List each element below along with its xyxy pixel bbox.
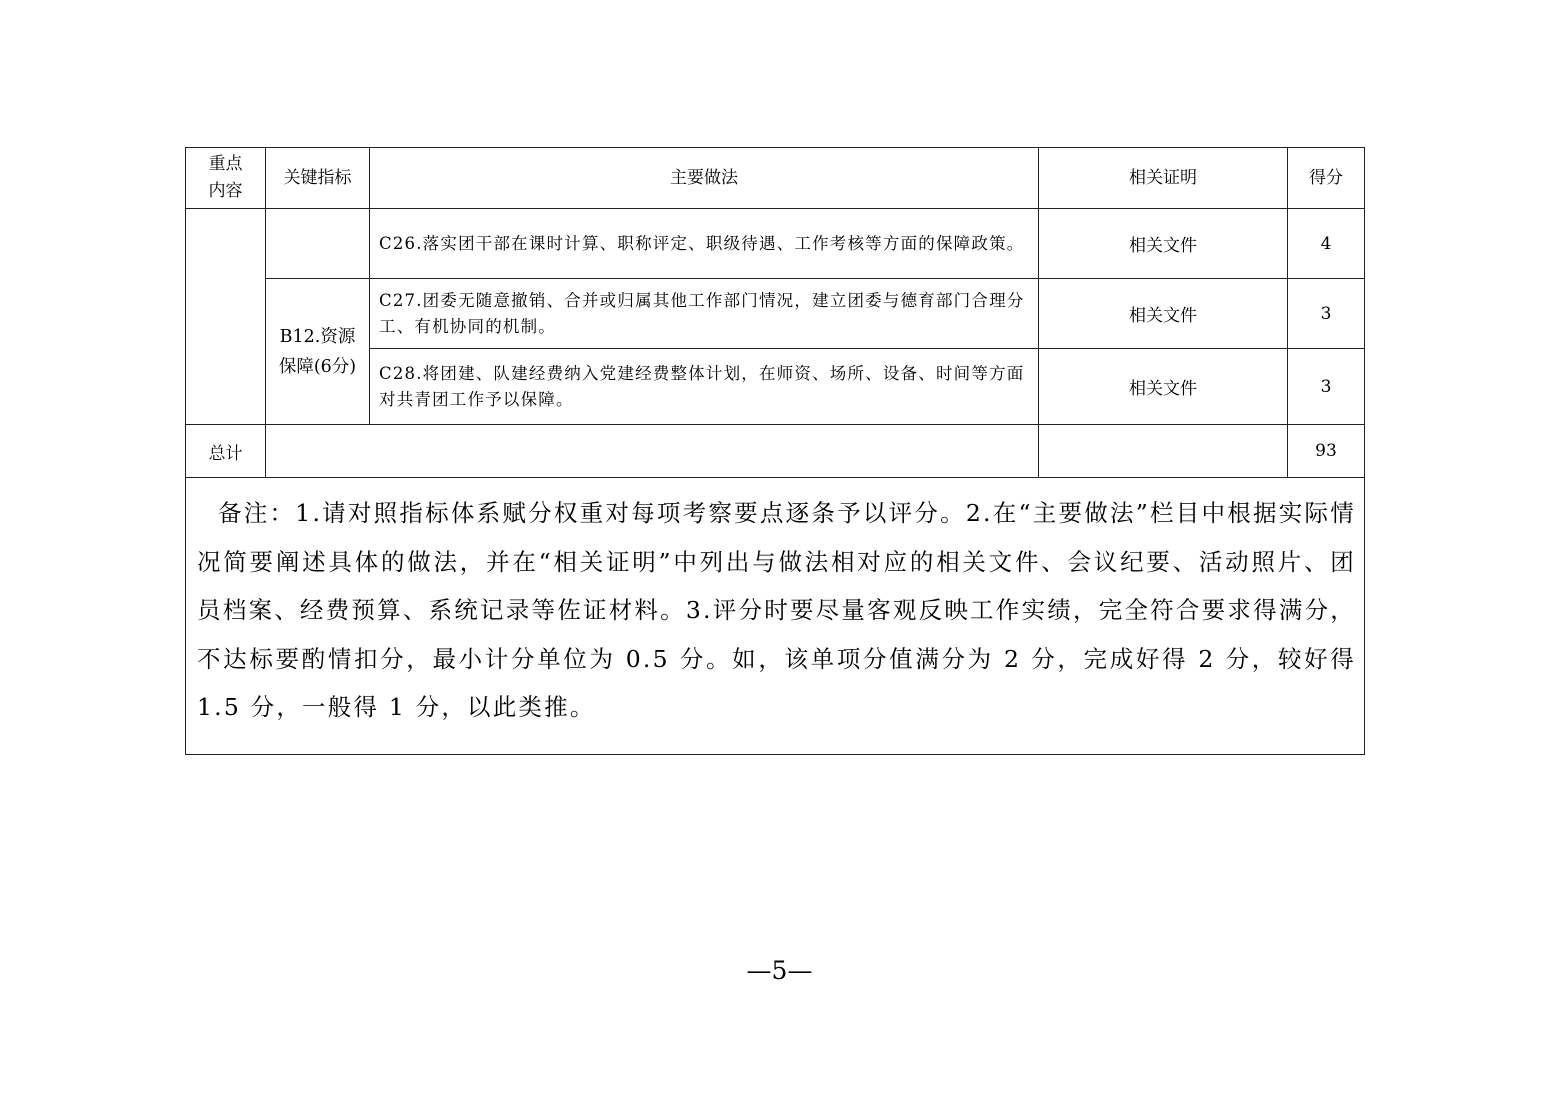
indicator-b12-line1: B12.资源 bbox=[279, 326, 356, 347]
evaluation-table bbox=[185, 147, 1365, 755]
total-empty-practice bbox=[266, 425, 1039, 478]
practice-c27: C27.团委无随意撤销、合并或归属其他工作部门情况，建立团委与德育部门合理分工、有机协同的机制。 bbox=[370, 279, 1039, 349]
header-focus-line2: 内容 bbox=[208, 181, 243, 201]
indicator-cell-empty bbox=[266, 209, 370, 279]
score-c27: 3 bbox=[1288, 279, 1365, 349]
evidence-c27: 相关文件 bbox=[1039, 279, 1288, 349]
total-score: 93 bbox=[1288, 425, 1365, 478]
evidence-c26: 相关文件 bbox=[1039, 209, 1288, 279]
page-number: —5— bbox=[746, 956, 813, 985]
notes-text: 备注：1.请对照指标体系赋分权重对每项考察要点逐条予以评分。2.在“主要做法”栏目中根据实际情况简要阐述具体的做法，并在“相关证明”中列出与做法相对应的相关文件、会议纪要、活动照片、团员档案、经费预算、系统记录等佐证材料。3.评分时要尽量客观反映工作实绩，完全符合要求得满分，不达标要酌情扣分，最小计分单位为 0.5 分。如，该单项分值满分为 2 分，完成好得 2 分，较好得 1.5 分，一般得 1 分，以此类推。 bbox=[197, 499, 1356, 721]
practice-c26: C26.落实团干部在课时计算、职称评定、职级待遇、工作考核等方面的保障政策。 bbox=[370, 209, 1039, 279]
total-row bbox=[186, 425, 1365, 478]
indicator-b12-line2: 保障(6分) bbox=[278, 356, 357, 377]
header-score: 得分 bbox=[1288, 148, 1365, 209]
table-row bbox=[186, 209, 1365, 279]
header-key-indicator: 关键指标 bbox=[266, 148, 370, 209]
practice-c28: C28.将团建、队建经费纳入党建经费整体计划，在师资、场所、设备、时间等方面对共青团工作予以保障。 bbox=[370, 349, 1039, 425]
score-c26: 4 bbox=[1288, 209, 1365, 279]
header-focus bbox=[186, 148, 266, 209]
notes-row bbox=[186, 478, 1365, 755]
evidence-c28: 相关文件 bbox=[1039, 349, 1288, 425]
header-row bbox=[186, 148, 1365, 209]
header-focus-line1: 重点 bbox=[208, 154, 243, 174]
header-evidence: 相关证明 bbox=[1039, 148, 1288, 209]
table-row bbox=[186, 279, 1365, 349]
total-empty-evidence bbox=[1039, 425, 1288, 478]
indicator-b12 bbox=[266, 279, 370, 425]
focus-cell-empty bbox=[186, 209, 266, 425]
total-label: 总计 bbox=[186, 425, 266, 478]
score-c28: 3 bbox=[1288, 349, 1365, 425]
notes-cell bbox=[186, 478, 1365, 755]
header-main-practice: 主要做法 bbox=[370, 148, 1039, 209]
